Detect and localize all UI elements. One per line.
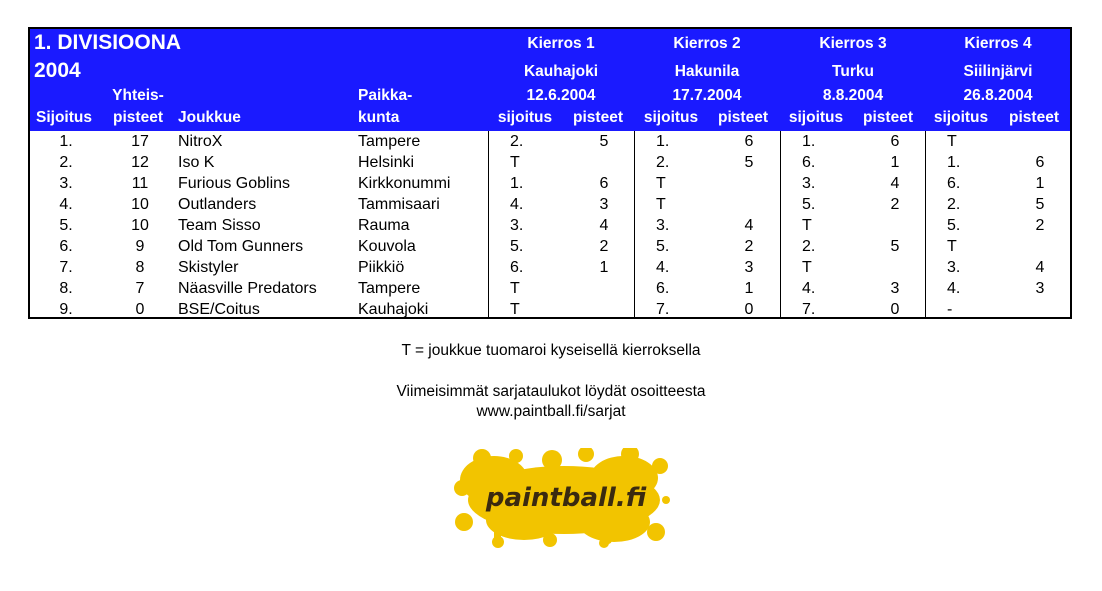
round-rank-cell: 1.	[510, 175, 524, 192]
round-points-cell: 3	[1035, 280, 1045, 297]
table-row	[30, 131, 1070, 152]
team-header: Joukkue	[178, 109, 241, 126]
team-cell: BSE/Coitus	[178, 301, 260, 318]
round-points-cell: 0	[890, 301, 900, 318]
team-cell: Skistyler	[178, 259, 239, 276]
round-rank-cell: 7.	[802, 301, 816, 318]
round-rank-cell: 5.	[510, 238, 524, 255]
round-rank-cell: 3.	[802, 175, 816, 192]
table-row	[30, 194, 1070, 215]
round-location: Siilinjärvi	[963, 63, 1033, 80]
round-points-cell: 3	[744, 259, 754, 276]
city-cell: Tampere	[358, 133, 421, 150]
team-cell: Old Tom Gunners	[178, 238, 304, 255]
round-rank-cell: T	[510, 301, 520, 318]
round-points-cell: 5	[890, 238, 900, 255]
rank-cell: 7.	[59, 259, 73, 276]
round-points-cell: 5	[744, 154, 754, 171]
total-points-header-bottom: pisteet	[113, 109, 163, 126]
season-year: 2004	[34, 59, 81, 82]
table-row	[30, 299, 1070, 320]
round-points-header: pisteet	[863, 109, 913, 126]
round-rank-header: sijoitus	[788, 109, 844, 126]
round-points-cell: 0	[744, 301, 754, 318]
round-location: Kauhajoki	[523, 63, 599, 80]
city-cell: Helsinki	[358, 154, 415, 171]
round-rank-cell: T	[947, 238, 957, 255]
city-header-bottom: kunta	[358, 109, 400, 126]
round-name: Kierros 3	[819, 35, 887, 52]
team-cell: Iso K	[178, 154, 215, 171]
round-points-cell: 4	[890, 175, 900, 192]
total-points-cell: 9	[135, 238, 145, 255]
rank-cell: 9.	[59, 301, 73, 318]
round-points-cell: 1	[599, 259, 609, 276]
city-header-top: Paikka-	[358, 87, 413, 104]
total-points-cell: 12	[131, 154, 149, 171]
rank-cell: 4.	[59, 196, 73, 213]
table-header	[30, 29, 1070, 131]
round-rank-cell: 1.	[656, 133, 670, 150]
round-rank-cell: 4.	[656, 259, 670, 276]
total-points-cell: 17	[131, 133, 149, 150]
round-location: Turku	[832, 63, 874, 80]
round-rank-cell: 7.	[656, 301, 670, 318]
rank-cell: 6.	[59, 238, 73, 255]
round-rank-cell: 2.	[947, 196, 961, 213]
round-name: Kierros 2	[673, 35, 741, 52]
round-name: Kierros 4	[964, 35, 1032, 52]
round-rank-cell: 2.	[510, 133, 524, 150]
round-rank-cell: T	[656, 175, 666, 192]
total-points-cell: 8	[135, 259, 145, 276]
round-location: Hakunila	[674, 63, 740, 80]
round-rank-cell: 4.	[510, 196, 524, 213]
round-rank-cell: 4.	[947, 280, 961, 297]
total-points-cell: 10	[131, 217, 149, 234]
total-points-cell: 11	[131, 175, 149, 192]
rank-cell: 3.	[59, 175, 73, 192]
round-rank-cell: 5.	[947, 217, 961, 234]
round-points-cell: 2	[890, 196, 900, 213]
round-points-cell: 4	[599, 217, 609, 234]
round-date: 17.7.2004	[672, 87, 742, 104]
city-cell: Rauma	[358, 217, 410, 234]
round-points-cell: 2	[744, 238, 754, 255]
table-row	[30, 152, 1070, 173]
round-points-cell: 5	[599, 133, 609, 150]
round-rank-cell: 1.	[947, 154, 961, 171]
round-rank-cell: 3.	[947, 259, 961, 276]
table-row	[30, 215, 1070, 236]
round-rank-cell: 6.	[802, 154, 816, 171]
round-rank-header: sijoitus	[497, 109, 553, 126]
round-rank-cell: 6.	[947, 175, 961, 192]
team-cell: NitroX	[178, 133, 223, 150]
round-rank-cell: 6.	[656, 280, 670, 297]
round-date: 8.8.2004	[822, 87, 884, 104]
round-name: Kierros 1	[527, 35, 595, 52]
total-points-cell: 7	[135, 280, 145, 297]
round-rank-cell: 3.	[656, 217, 670, 234]
round-points-cell: 1	[890, 154, 900, 171]
team-cell: Furious Goblins	[178, 175, 291, 192]
rank-cell: 1.	[59, 133, 73, 150]
city-cell: Kirkkonummi	[358, 175, 451, 192]
round-rank-cell: T	[802, 259, 812, 276]
round-rank-cell: 5.	[802, 196, 816, 213]
total-points-cell: 10	[131, 196, 149, 213]
round-points-cell: 6	[1035, 154, 1045, 171]
round-rank-cell: T	[947, 133, 957, 150]
round-date: 12.6.2004	[526, 87, 596, 104]
round-points-cell: 2	[599, 238, 609, 255]
team-cell: Team Sisso	[178, 217, 261, 234]
round-points-cell: 3	[890, 280, 900, 297]
round-points-cell: 1	[1035, 175, 1045, 192]
round-date: 26.8.2004	[963, 87, 1033, 104]
division-title: 1. DIVISIOONA	[34, 31, 182, 54]
city-cell: Kouvola	[358, 238, 416, 255]
round-points-header: pisteet	[1009, 109, 1059, 126]
round-rank-cell: 1.	[802, 133, 816, 150]
round-rank-cell: 4.	[802, 280, 816, 297]
round-points-header: pisteet	[573, 109, 623, 126]
logo-text: paintball.fi	[485, 483, 647, 513]
round-rank-cell: 6.	[510, 259, 524, 276]
round-rank-cell: 2.	[656, 154, 670, 171]
city-cell: Kauhajoki	[358, 301, 429, 318]
round-points-cell: 6	[744, 133, 754, 150]
round-points-cell: 3	[599, 196, 609, 213]
round-points-cell: 5	[1035, 196, 1045, 213]
round-rank-cell: T	[510, 280, 520, 297]
city-cell: Piikkiö	[358, 259, 405, 276]
round-rank-cell: 5.	[656, 238, 670, 255]
round-rank-header: sijoitus	[933, 109, 989, 126]
table-row	[30, 278, 1070, 299]
round-points-cell: 4	[744, 217, 754, 234]
paintball-fi-logo	[454, 448, 670, 548]
team-cell: Näasville Predators	[178, 280, 317, 297]
referee-legend: T = joukkue tuomaroi kyseisellä kierroksella	[401, 342, 701, 359]
standings-table	[28, 27, 1072, 319]
rank-header: Sijoitus	[36, 109, 92, 126]
latest-tables-url: www.paintball.fi/sarjat	[476, 403, 626, 420]
round-rank-header: sijoitus	[643, 109, 699, 126]
round-points-cell: 6	[599, 175, 609, 192]
round-rank-cell: 3.	[510, 217, 524, 234]
city-cell: Tampere	[358, 280, 421, 297]
round-rank-cell: -	[947, 301, 953, 318]
round-rank-cell: T	[802, 217, 812, 234]
round-points-cell: 2	[1035, 217, 1045, 234]
rank-cell: 8.	[59, 280, 73, 297]
rank-cell: 5.	[59, 217, 73, 234]
round-rank-cell: T	[510, 154, 520, 171]
round-points-cell: 6	[890, 133, 900, 150]
table-row	[30, 257, 1070, 278]
round-points-cell: 4	[1035, 259, 1045, 276]
city-cell: Tammisaari	[358, 196, 440, 213]
paint-splat-icon	[454, 448, 670, 548]
latest-tables-text: Viimeisimmät sarjataulukot löydät osoitteesta	[396, 383, 706, 400]
table-row	[30, 173, 1070, 194]
team-cell: Outlanders	[178, 196, 257, 213]
round-points-header: pisteet	[718, 109, 768, 126]
total-points-header-top: Yhteis-	[112, 87, 164, 104]
round-rank-cell: 2.	[802, 238, 816, 255]
round-points-cell: 1	[744, 280, 754, 297]
total-points-cell: 0	[135, 301, 145, 318]
table-row	[30, 236, 1070, 257]
rank-cell: 2.	[59, 154, 73, 171]
round-rank-cell: T	[656, 196, 666, 213]
